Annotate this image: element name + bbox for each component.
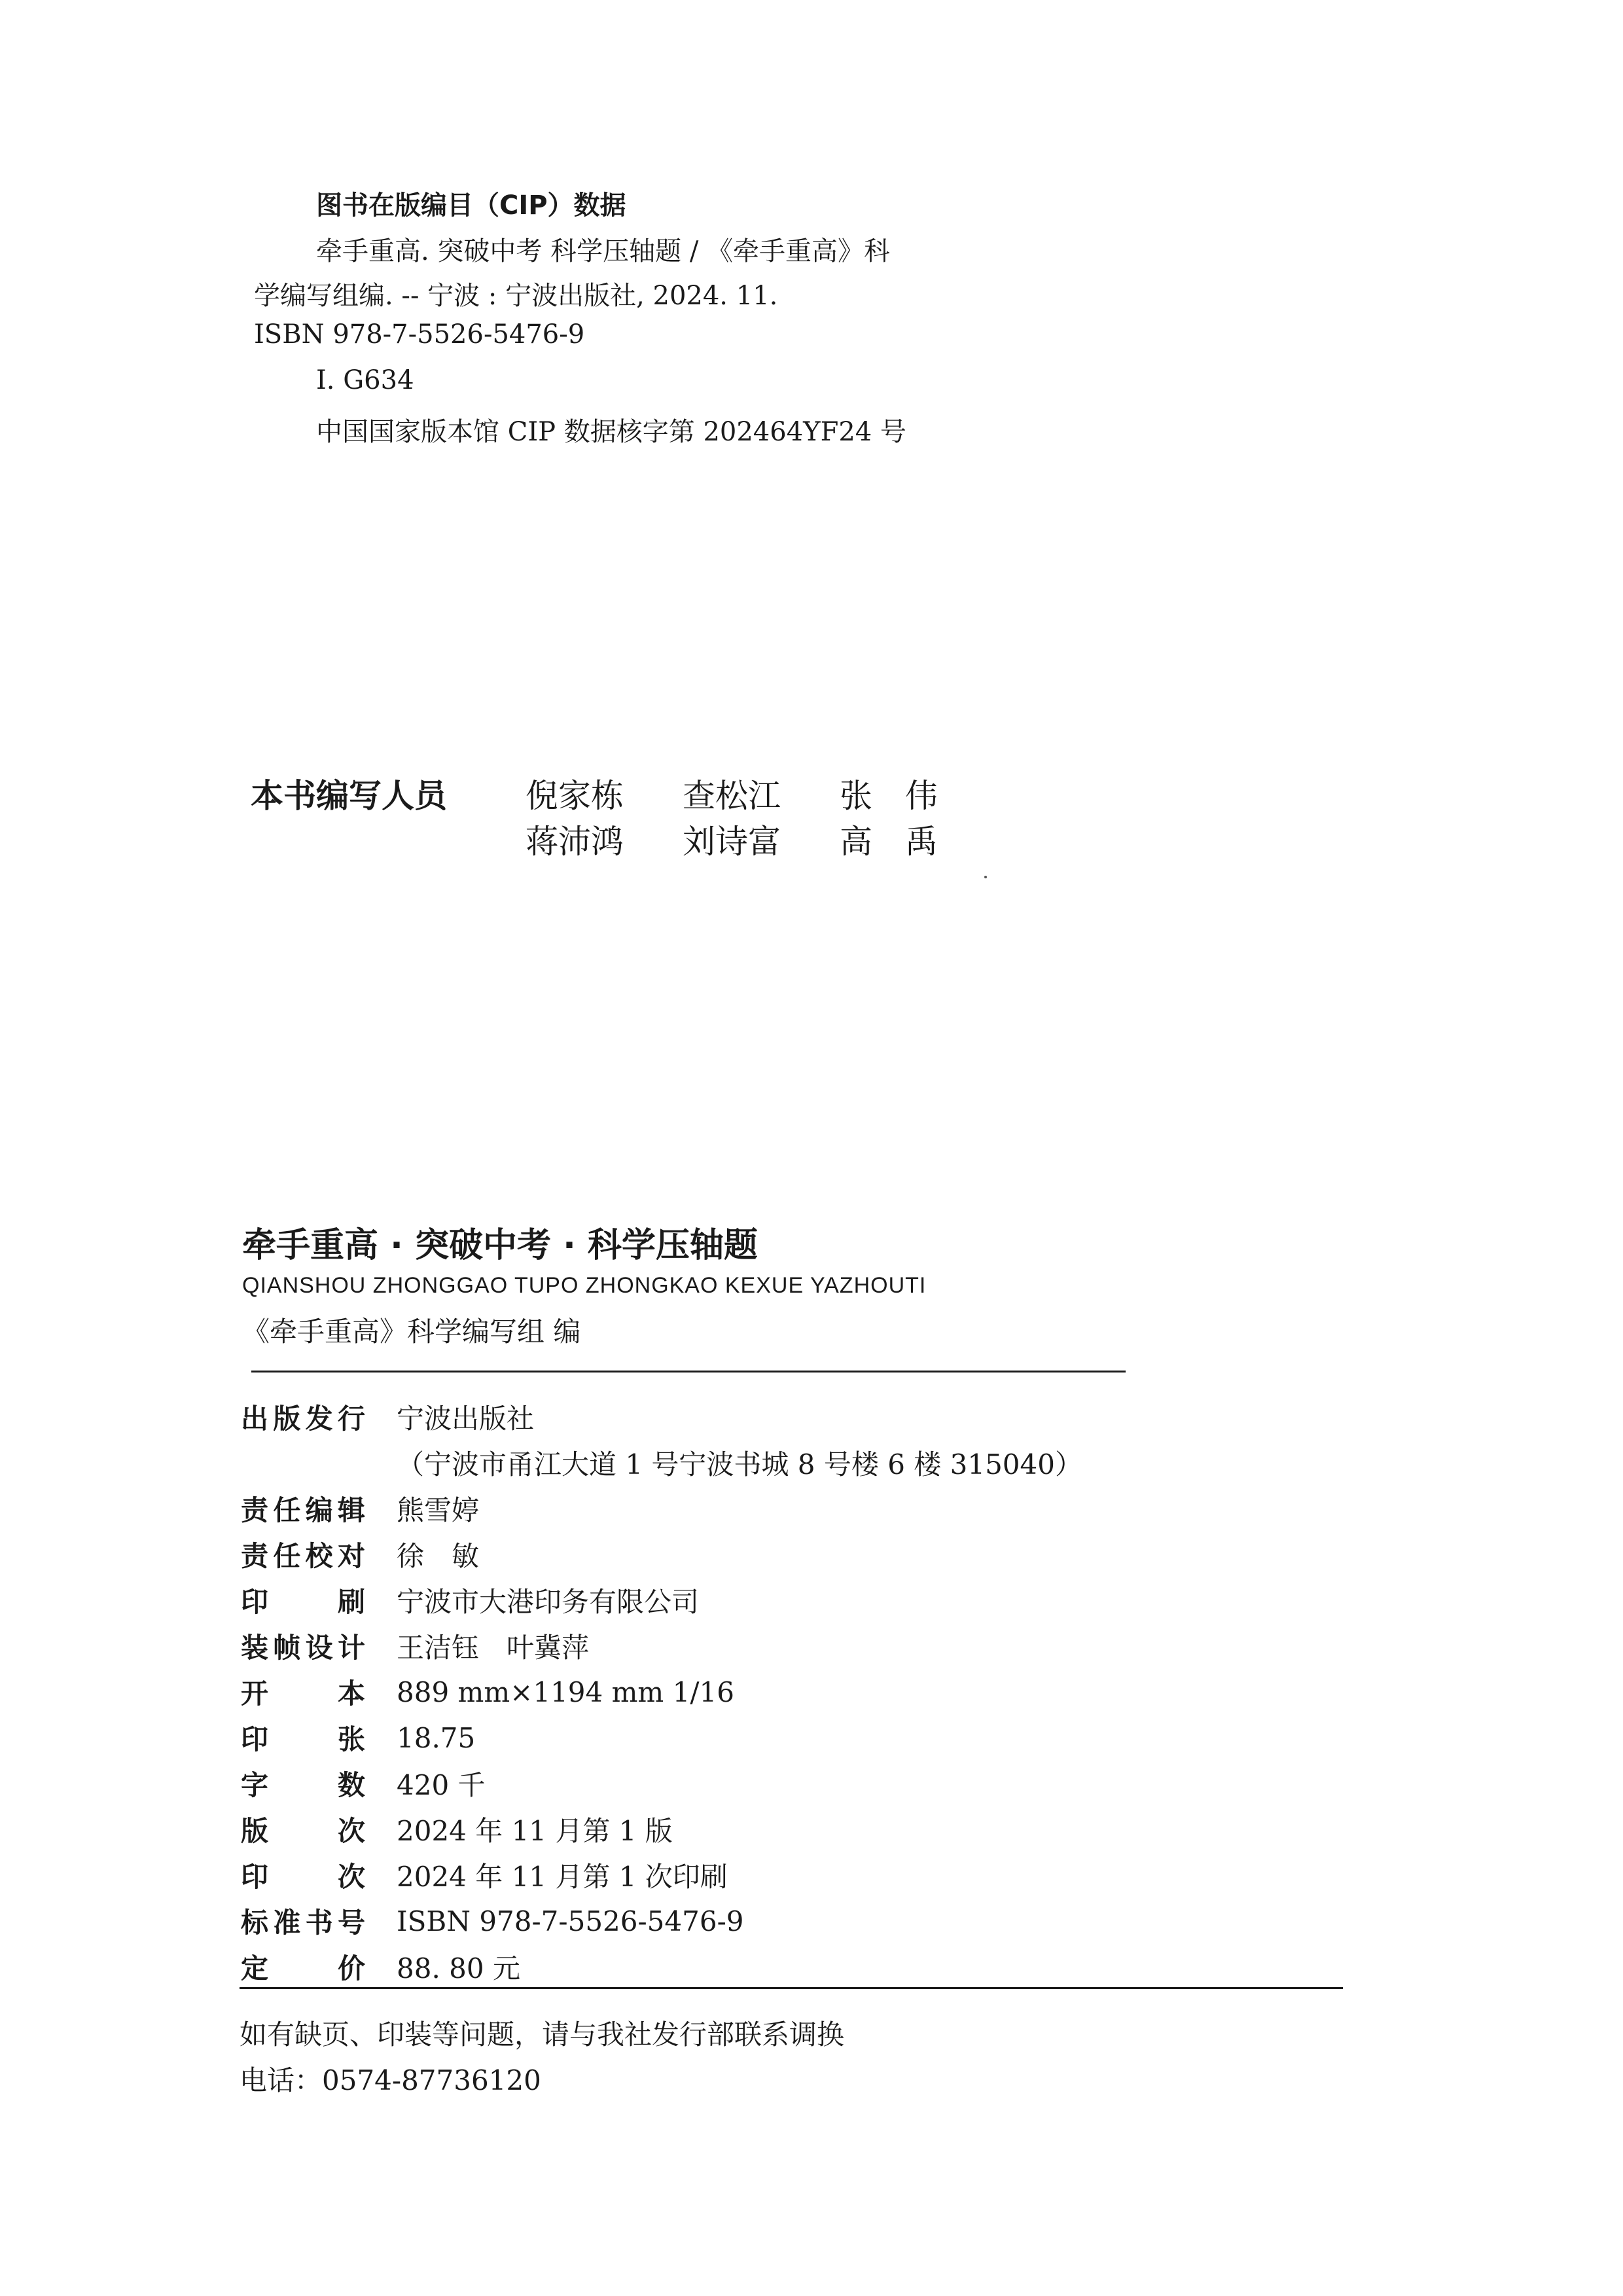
spec-row <box>241 1623 1082 1669</box>
cip-heading: 图书在版编目（CIP）数据 <box>316 190 626 221</box>
spec-row <box>241 1577 1082 1623</box>
spec-row <box>241 1898 1082 1944</box>
author-name: 高 禹 <box>840 823 938 861</box>
spec-label <box>241 1718 365 1757</box>
spec-value: 熊雪婷 <box>397 1494 480 1526</box>
author-name: 倪家栋 <box>526 777 624 815</box>
spec-label <box>241 1535 365 1574</box>
spec-label <box>241 1581 365 1620</box>
author-name: 张 伟 <box>840 777 938 815</box>
spec-label <box>241 1764 365 1803</box>
spec-label-char: 字 <box>241 1769 269 1801</box>
spec-row <box>241 1486 1082 1532</box>
footer-phone: 电话：0574-87736120 <box>240 2064 541 2096</box>
footer-notice: 如有缺页、印装等问题，请与我社发行部联系调换 <box>240 2018 845 2051</box>
spec-value: 889 mm×1194 mm 1/16 <box>397 1676 734 1708</box>
author-name: 刘诗富 <box>683 823 781 861</box>
spec-label-char: 次 <box>337 1861 365 1893</box>
authors-label: 本书编写人员 <box>251 777 447 815</box>
spec-label-char: 发 <box>305 1403 333 1435</box>
spec-row <box>241 1944 1082 1990</box>
spec-value: ISBN 978-7-5526-5476-9 <box>397 1905 744 1937</box>
spec-row <box>241 1715 1082 1761</box>
cip-line-2: 学编写组编. -- 宁波 : 宁波出版社, 2024. 11. <box>254 281 778 311</box>
spec-label-char: 对 <box>337 1540 365 1572</box>
spec-label <box>241 1947 365 1986</box>
spec-label-char: 装 <box>241 1632 269 1664</box>
spec-label-char: 帧 <box>273 1632 301 1664</box>
spec-label-char: 次 <box>337 1815 365 1847</box>
spec-label-char: 印 <box>241 1861 269 1893</box>
spec-label-char: 开 <box>241 1677 269 1710</box>
cip-line-3: ISBN 978-7-5526-5476-9 <box>254 319 585 350</box>
spec-label-char: 版 <box>273 1403 301 1435</box>
spec-value: 420 千 <box>397 1769 486 1801</box>
spec-row <box>241 1394 1082 1440</box>
spec-label-char: 定 <box>241 1952 269 1984</box>
spec-label-char: 标 <box>241 1907 269 1939</box>
spec-value: 宁波出版社 <box>397 1403 535 1435</box>
author-name: 查松江 <box>683 777 781 815</box>
spec-label <box>241 1672 365 1712</box>
top-divider <box>251 1371 1126 1372</box>
spec-value-continued: （宁波市甬江大道 1 号宁波书城 8 号楼 6 楼 315040） <box>397 1448 1082 1480</box>
spec-label <box>241 1626 365 1666</box>
book-title: 牵手重高 · 突破中考 · 科学压轴题 <box>242 1226 758 1265</box>
spec-label <box>241 1810 365 1849</box>
scan-speck <box>984 876 987 878</box>
spec-value: 宁波市大港印务有限公司 <box>397 1586 700 1618</box>
spec-row <box>241 1532 1082 1577</box>
book-pinyin: QIANSHOU ZHONGGAO TUPO ZHONGKAO KEXUE YAZHOUTI <box>242 1273 927 1298</box>
author-name: 蒋沛鸿 <box>526 823 624 861</box>
spec-label-char: 设 <box>305 1632 333 1664</box>
cip-line-4: Ⅰ. G634 <box>316 365 414 395</box>
cip-line-5: 中国国家版本馆 CIP 数据核字第 202464YF24 号 <box>316 417 906 447</box>
spec-row <box>241 1806 1082 1852</box>
book-editor: 《牵手重高》科学编写组 编 <box>242 1316 581 1348</box>
spec-label-char: 任 <box>273 1540 301 1572</box>
spec-label-char: 版 <box>241 1815 269 1847</box>
spec-value: 88. 80 元 <box>397 1952 520 1984</box>
spec-label-char: 校 <box>305 1540 333 1572</box>
spec-label-char: 责 <box>241 1494 269 1526</box>
spec-row <box>241 1852 1082 1898</box>
spec-label-char: 本 <box>337 1677 365 1710</box>
spec-value: 王洁钰 叶冀萍 <box>397 1632 590 1664</box>
spec-label-char: 张 <box>337 1723 365 1755</box>
spec-row <box>241 1761 1082 1806</box>
spec-label-char: 计 <box>337 1632 365 1664</box>
bottom-divider <box>240 1987 1343 1989</box>
spec-label-char: 印 <box>241 1586 269 1618</box>
spec-value: 2024 年 11 月第 1 版 <box>397 1815 673 1847</box>
spec-label-char: 印 <box>241 1723 269 1755</box>
spec-label-char: 辑 <box>337 1494 365 1526</box>
spec-label-char: 编 <box>305 1494 333 1526</box>
spec-label-char: 行 <box>337 1403 365 1435</box>
spec-label-char: 责 <box>241 1540 269 1572</box>
spec-label <box>241 1489 365 1528</box>
spec-value: 徐 敏 <box>397 1540 480 1572</box>
spec-label-char: 价 <box>337 1952 365 1984</box>
cip-line-1: 牵手重高. 突破中考 科学压轴题 / 《牵手重高》科 <box>316 236 891 266</box>
spec-label-char: 任 <box>273 1494 301 1526</box>
spec-label-char: 数 <box>337 1769 365 1801</box>
spec-label-char: 刷 <box>337 1586 365 1618</box>
spec-label-char: 出 <box>241 1403 269 1435</box>
spec-value: 18.75 <box>397 1721 476 1754</box>
colophon-specs <box>241 1394 1082 1990</box>
spec-value: 2024 年 11 月第 1 次印刷 <box>397 1861 728 1893</box>
spec-label <box>241 1901 365 1941</box>
spec-label <box>241 1856 365 1895</box>
spec-row <box>241 1669 1082 1715</box>
spec-label-char: 准 <box>273 1907 301 1939</box>
spec-label-char: 书 <box>305 1907 333 1939</box>
spec-label-char: 号 <box>337 1907 365 1939</box>
spec-label <box>241 1397 365 1437</box>
